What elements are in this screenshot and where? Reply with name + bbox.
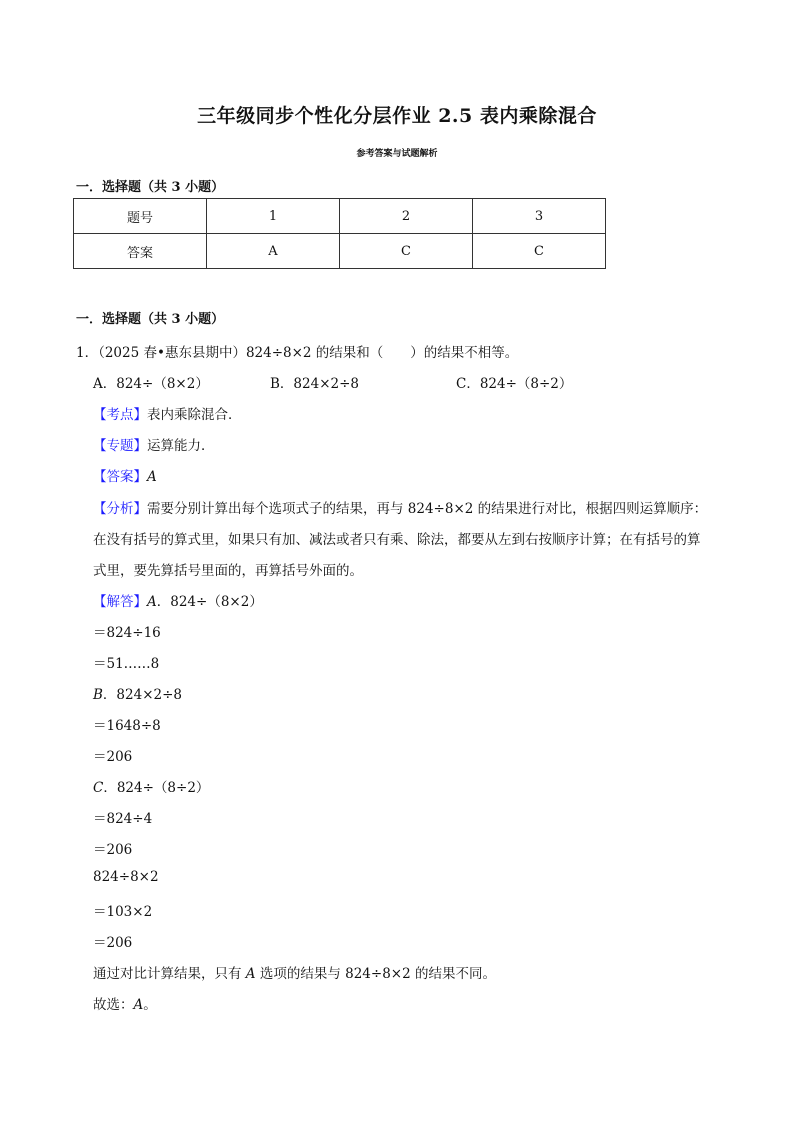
jieda-tag: 【解答】 xyxy=(93,594,147,610)
kaodian-line xyxy=(93,403,242,423)
step-b-letter: B xyxy=(93,687,103,703)
table-row xyxy=(74,199,606,234)
table-cell: C xyxy=(473,234,606,269)
step-d2: ＝206 xyxy=(93,935,133,951)
table-cell: A xyxy=(207,234,340,269)
table-row xyxy=(74,234,606,269)
daan-text: A xyxy=(147,469,157,485)
step-c0 xyxy=(93,776,209,796)
step-b2: ＝206 xyxy=(93,749,133,765)
step-c-letter: C xyxy=(93,780,104,796)
section-heading-detail: 一．选择题（共 3 小题） xyxy=(76,312,225,327)
final-letter: A xyxy=(133,997,144,1013)
question-stem: 1．（2025 春•惠东县期中）824÷8×2 的结果和（ ）的结果不相等。 xyxy=(76,345,519,361)
option-a: A．824÷（8×2） xyxy=(93,376,209,392)
zhuanti-line xyxy=(93,434,215,454)
step-d1: ＝103×2 xyxy=(93,904,153,920)
table-cell: 题号 xyxy=(74,199,207,234)
step-c-expr: ．824÷（8÷2） xyxy=(103,780,210,796)
step-b1: ＝1648÷8 xyxy=(93,718,161,734)
step-b-expr: ．824×2÷8 xyxy=(102,687,182,703)
conclusion-letter: A xyxy=(245,966,256,982)
fenxi-tag: 【分析】 xyxy=(93,501,147,517)
conclusion-pre: 通过对比计算结果，只有 xyxy=(93,966,246,982)
jieda-letter: A xyxy=(147,594,157,610)
fenxi-text: 需要分别计算出每个选项式子的结果，再与 824÷8×2 的结果进行对比，根据四则运算顺序： xyxy=(147,501,708,517)
daan-tag: 【答案】 xyxy=(93,469,147,485)
step-c2: ＝206 xyxy=(93,842,133,858)
step-b0 xyxy=(93,683,182,703)
option-b: B．824×2÷8 xyxy=(270,376,359,392)
conclusion-line xyxy=(93,962,496,982)
page-subtitle: 参考答案与试题解析 xyxy=(356,149,438,159)
fenxi-line-2: 在没有括号的算式里，如果只有加、减法或者只有乘、除法，都要从左到右按顺序计算；在有括号的算 xyxy=(93,532,701,548)
kaodian-tag: 【考点】 xyxy=(93,407,147,423)
table-cell: 答案 xyxy=(74,234,207,269)
table-cell: C xyxy=(340,234,473,269)
final-pre: 故选： xyxy=(93,997,134,1013)
step-a2: ＝51……8 xyxy=(93,656,160,672)
zhuanti-tag: 【专题】 xyxy=(93,438,147,454)
page-title: 三年级同步个性化分层作业 2.5 表内乘除混合 xyxy=(197,105,597,127)
table-cell: 2 xyxy=(340,199,473,234)
fenxi-line-1 xyxy=(93,497,707,517)
zhuanti-text: 运算能力． xyxy=(147,438,215,454)
conclusion-post: 选项的结果与 824÷8×2 的结果不同。 xyxy=(255,966,496,982)
option-c: C．824÷（8÷2） xyxy=(456,376,573,392)
table-cell: 1 xyxy=(207,199,340,234)
step-a1: ＝824÷16 xyxy=(93,625,161,641)
answer-table xyxy=(73,198,606,269)
final-answer-line xyxy=(93,993,157,1013)
step-c1: ＝824÷4 xyxy=(93,811,153,827)
section-heading-summary: 一．选择题（共 3 小题） xyxy=(76,180,225,195)
step-d0: 824÷8×2 xyxy=(93,869,159,885)
kaodian-text: 表内乘除混合． xyxy=(147,407,242,423)
table-cell: 3 xyxy=(473,199,606,234)
jieda-expr: ．824÷（8×2） xyxy=(156,594,263,610)
final-post: 。 xyxy=(143,997,157,1013)
jieda-line xyxy=(93,590,263,610)
fenxi-line-3: 式里，要先算括号里面的，再算括号外面的。 xyxy=(93,563,363,579)
daan-line xyxy=(93,465,157,485)
